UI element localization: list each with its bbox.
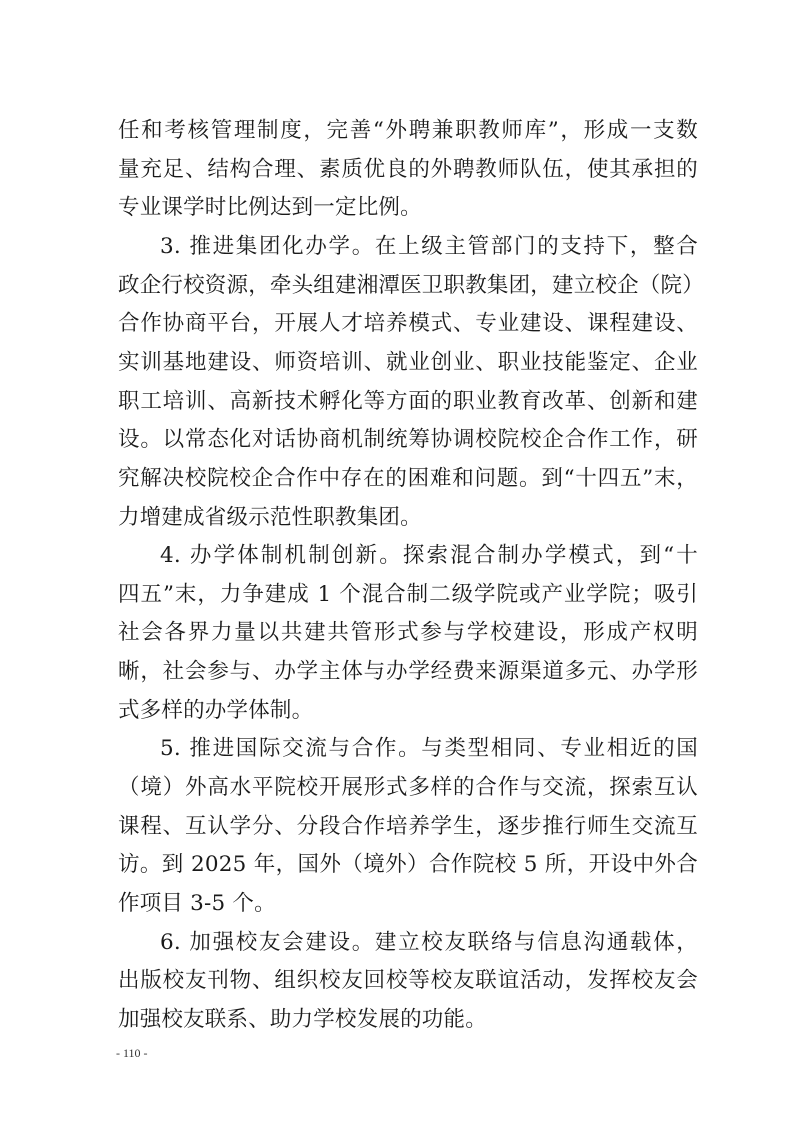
paragraph-line: 晰，社会参与、办学主体与办学经费来源渠道多元、办学形 bbox=[118, 659, 698, 684]
paragraph-line: 政企行校资源，牵头组建湘潭医卫职教集团，建立校企（院） bbox=[118, 273, 704, 298]
paragraph-line: （境）外高水平院校开展形式多样的合作与交流，探索互认 bbox=[118, 775, 698, 800]
paragraph-line: 4. 办学体制机制创新。探索混合制办学模式，到“十 bbox=[160, 543, 698, 568]
paragraph-line: 作项目 3-5 个。 bbox=[118, 891, 276, 916]
page-number: - 110 - bbox=[116, 1046, 148, 1060]
paragraph-line: 究解决校院校企合作中存在的困难和问题。到“十四五”末， bbox=[118, 466, 698, 491]
paragraph-line: 力增建成省级示范性职教集团。 bbox=[118, 505, 422, 530]
paragraph-line: 量充足、结构合理、素质优良的外聘教师队伍，使其承担的 bbox=[118, 157, 698, 182]
paragraph-line: 出版校友刊物、组织校友回校等校友联谊活动，发挥校友会 bbox=[118, 968, 698, 993]
paragraph-line: 社会各界力量以共建共管形式参与学校建设，形成产权明 bbox=[118, 620, 698, 645]
paragraph-line: 任和考核管理制度，完善“外聘兼职教师库”，形成一支数 bbox=[118, 118, 698, 143]
paragraph-line: 四五”末，力争建成 1 个混合制二级学院或产业学院；吸引 bbox=[118, 582, 698, 607]
paragraph-line: 式多样的办学体制。 bbox=[118, 698, 314, 723]
paragraph-line: 3. 推进集团化办学。在上级主管部门的支持下，整合 bbox=[160, 234, 698, 259]
paragraph-line: 职工培训、高新技术孵化等方面的职业教育改革、创新和建 bbox=[118, 389, 698, 414]
paragraph-line: 专业课学时比例达到一定比例。 bbox=[118, 195, 422, 220]
paragraph-line: 设。以常态化对话协商机制统筹协调校院校企合作工作，研 bbox=[118, 427, 698, 452]
paragraph-line: 课程、互认学分、分段合作培养学生，逐步推行师生交流互 bbox=[118, 814, 698, 839]
paragraph-line: 访。到 2025 年，国外（境外）合作院校 5 所，开设中外合 bbox=[118, 852, 698, 877]
paragraph-line: 实训基地建设、师资培训、就业创业、职业技能鉴定、企业 bbox=[118, 350, 698, 375]
paragraph-line: 加强校友联系、助力学校发展的功能。 bbox=[118, 1007, 487, 1032]
paragraph-line: 6. 加强校友会建设。建立校友联络与信息沟通载体， bbox=[160, 930, 698, 955]
paragraph-line: 合作协商平台，开展人才培养模式、专业建设、课程建设、 bbox=[118, 311, 698, 336]
paragraph-line: 5. 推进国际交流与合作。与类型相同、专业相近的国 bbox=[160, 736, 698, 761]
